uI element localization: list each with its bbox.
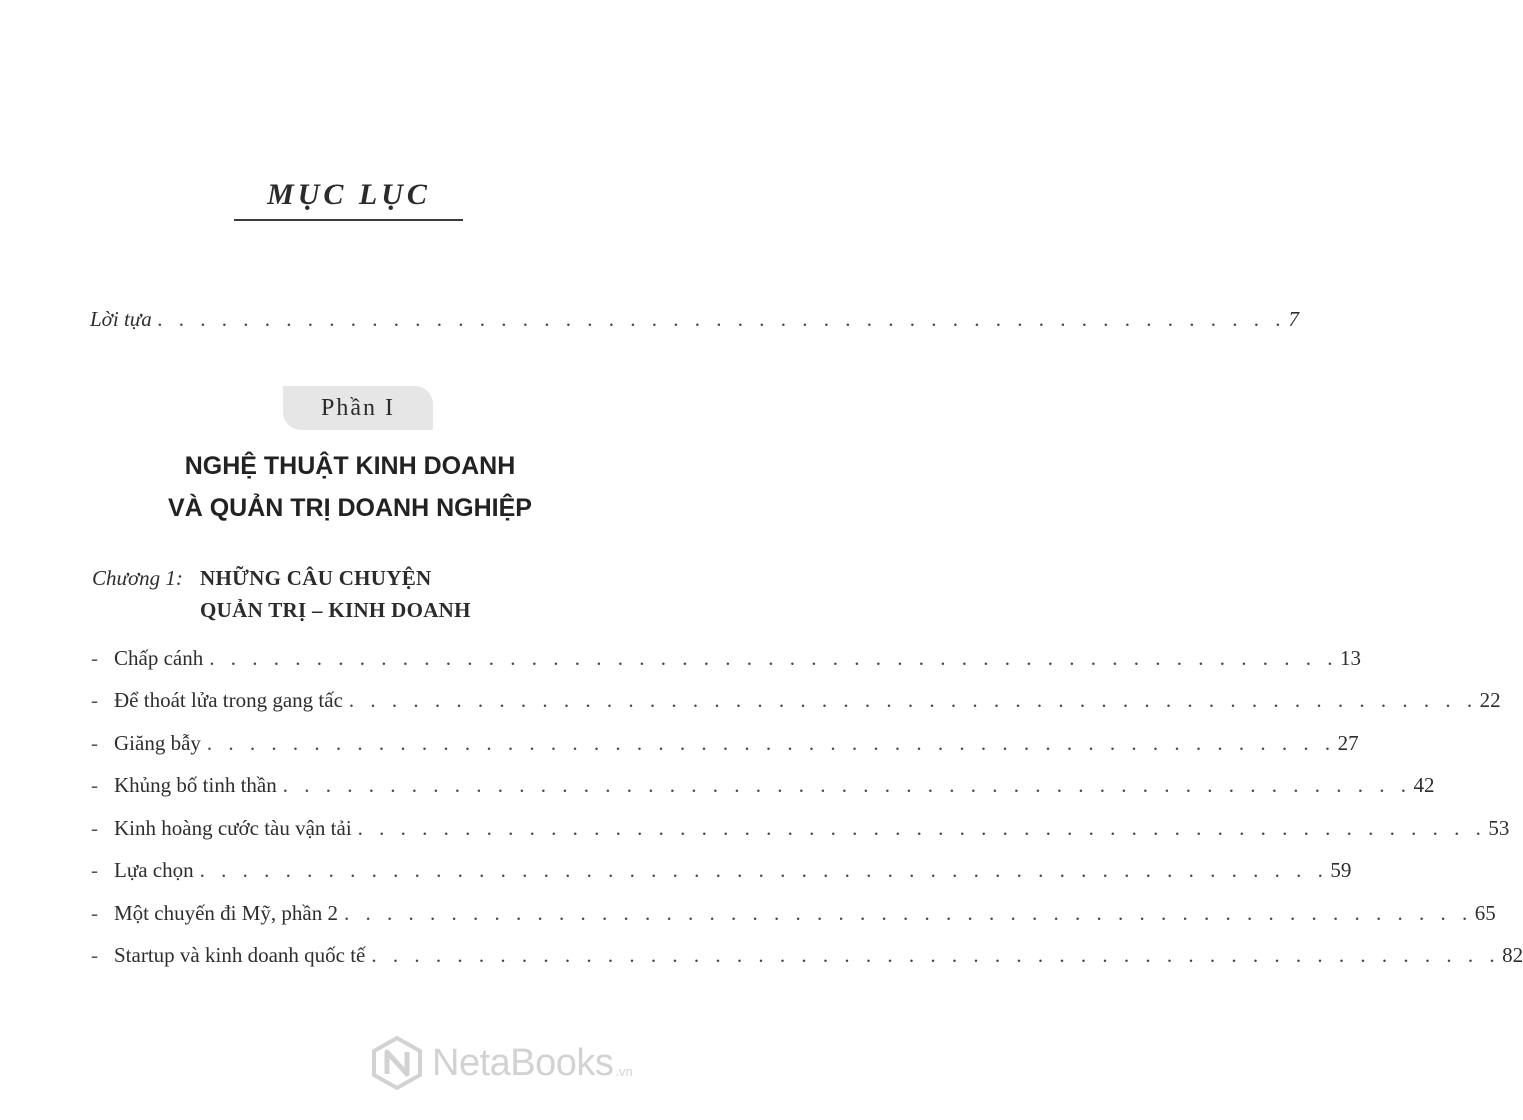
part-label: Phần I xyxy=(321,394,395,421)
entry-label: Giăng bẫy xyxy=(114,731,201,755)
toc-entry[interactable] xyxy=(114,646,1361,671)
leader-dots: . . . . . . . . . . . . . . . . . . . . . . . . . . . . . . . . . . . . . . . . . . . . . . . . . . . . . xyxy=(371,943,1501,967)
netabooks-logo-icon xyxy=(370,1036,424,1090)
entry-bullet: - xyxy=(91,943,98,967)
entry-bullet: - xyxy=(91,773,98,797)
entry-page-number: 13 xyxy=(1339,646,1361,670)
entry-page-number: 27 xyxy=(1337,731,1359,755)
part-badge xyxy=(283,386,433,430)
chapter-title-line2: QUẢN TRỊ – KINH DOANH xyxy=(200,598,471,622)
entry-page-number: 82 xyxy=(1502,943,1523,967)
toc-entry[interactable] xyxy=(114,731,1359,756)
chapter-title-line1: NHỮNG CÂU CHUYỆN xyxy=(200,566,432,590)
leader-dots: . . . . . . . . . . . . . . . . . . . . . . . . . . . . . . . . . . . . . . . . . . . . . . . . . . . . . xyxy=(157,307,1287,331)
toc-entry[interactable] xyxy=(114,943,1523,968)
entry-label: Một chuyến đi Mỹ, phần 2 xyxy=(114,901,338,925)
toc-entry[interactable] xyxy=(114,816,1510,841)
entry-label: Lời tựa xyxy=(90,307,152,331)
leader-dots: . . . . . . . . . . . . . . . . . . . . . . . . . . . . . . . . . . . . . . . . . . . . . . . . . . . . . xyxy=(348,688,1478,712)
leader-dots: . . . . . . . . . . . . . . . . . . . . . . . . . . . . . . . . . . . . . . . . . . . . . . . . . . . . . xyxy=(343,901,1473,925)
chapter-label: Chương 1: xyxy=(92,566,183,590)
entry-label: Chấp cánh xyxy=(114,646,204,670)
heading-underline xyxy=(234,219,463,221)
entry-page-number: 65 xyxy=(1474,901,1496,925)
entry-page-number: 42 xyxy=(1413,773,1435,797)
entry-page-number: 53 xyxy=(1488,816,1510,840)
watermark-brand: NetaBooks xyxy=(432,1041,614,1084)
entry-page-number: 7 xyxy=(1288,307,1300,331)
leader-dots: . . . . . . . . . . . . . . . . . . . . . . . . . . . . . . . . . . . . . . . . . . . . . . . . . . . . . xyxy=(199,858,1329,882)
entry-bullet: - xyxy=(91,901,98,925)
entry-page-number: 22 xyxy=(1479,688,1501,712)
entry-bullet: - xyxy=(91,816,98,840)
leader-dots: . . . . . . . . . . . . . . . . . . . . . . . . . . . . . . . . . . . . . . . . . . . . . . . . . . . . . xyxy=(282,773,1412,797)
toc-heading: MỤC LỤC xyxy=(267,178,431,211)
entry-page-number: 59 xyxy=(1330,858,1352,882)
entry-bullet: - xyxy=(91,688,98,712)
toc-entry[interactable] xyxy=(114,688,1501,713)
part-title-line1: NGHỆ THUẬT KINH DOANH xyxy=(184,452,516,480)
netabooks-watermark xyxy=(370,1033,690,1093)
leader-dots: . . . . . . . . . . . . . . . . . . . . . . . . . . . . . . . . . . . . . . . . . . . . . . . . . . . . . xyxy=(209,646,1338,670)
toc-entry[interactable] xyxy=(114,773,1435,798)
entry-bullet: - xyxy=(91,731,98,755)
entry-bullet: - xyxy=(91,646,98,670)
entry-label: Khủng bố tinh thần xyxy=(114,773,277,797)
entry-label: Startup và kinh doanh quốc tế xyxy=(114,943,366,967)
entry-label: Kinh hoàng cước tàu vận tải xyxy=(114,816,352,840)
entry-bullet: - xyxy=(91,858,98,882)
leader-dots: . . . . . . . . . . . . . . . . . . . . . . . . . . . . . . . . . . . . . . . . . . . . . . . . . . . . . xyxy=(206,731,1336,755)
entry-label: Để thoát lửa trong gang tấc xyxy=(114,688,343,712)
watermark-suffix: .vn xyxy=(615,1064,633,1079)
part-title-line2: VÀ QUẢN TRỊ DOANH NGHIỆP xyxy=(168,494,532,522)
leader-dots: . . . . . . . . . . . . . . . . . . . . . . . . . . . . . . . . . . . . . . . . . . . . . . . . . . . . . xyxy=(357,816,1487,840)
toc-entry[interactable] xyxy=(114,901,1496,926)
toc-entry-preface[interactable] xyxy=(90,307,1300,332)
entry-label: Lựa chọn xyxy=(114,858,194,882)
toc-entry[interactable] xyxy=(114,858,1352,883)
